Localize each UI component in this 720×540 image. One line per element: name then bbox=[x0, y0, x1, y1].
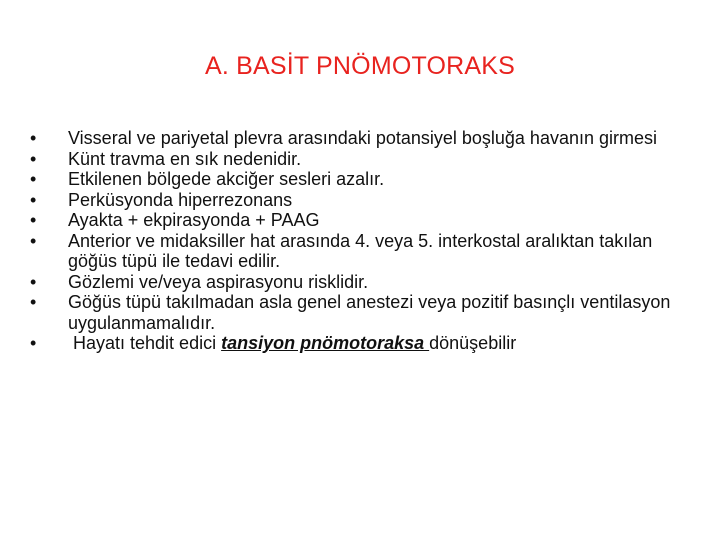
bullet-item-2 bbox=[30, 149, 700, 170]
bullet-text: Etkilenen bölgede akciğer sesleri azalır. bbox=[68, 169, 385, 189]
bullet-dot-icon: • bbox=[30, 230, 37, 251]
bullet-dot-icon: • bbox=[30, 169, 37, 189]
bullet-dot-icon: • bbox=[30, 148, 37, 169]
bullet-text: Göğüs tüpü takılmadan asla genel anestezi veya pozitif basınçlı ventilasyon uygulanmamalıdır. bbox=[68, 292, 671, 333]
bullet-item-6 bbox=[30, 231, 700, 272]
bullet-text-suffix: dönüşebilir bbox=[429, 333, 517, 353]
bullet-item-9 bbox=[30, 333, 700, 354]
bullet-text: Künt travma en sık nedenidir. bbox=[68, 148, 302, 169]
bullet-dot-icon: • bbox=[30, 333, 37, 353]
bullet-item-7 bbox=[30, 272, 700, 293]
bullet-text: Visseral ve pariyetal plevra arasındaki potansiyel boşluğa havanın girmesi bbox=[68, 128, 657, 148]
bullet-dot-icon: • bbox=[30, 128, 37, 148]
bullet-item-1 bbox=[30, 128, 700, 149]
bullet-item-4 bbox=[30, 190, 700, 211]
bullet-dot-icon: • bbox=[30, 271, 37, 292]
bullet-dot-icon: • bbox=[30, 189, 37, 210]
bullet-text: Ayakta + ekpirasyonda + PAAG bbox=[68, 210, 320, 230]
bullet-item-3 bbox=[30, 169, 700, 190]
bullet-item-5 bbox=[30, 210, 700, 231]
bullet-list bbox=[30, 128, 700, 354]
bullet-text: Anterior ve midaksiller hat arasında 4. veya 5. interkostal aralıktan takılan göğüs tüpü ile tedavi edilir. bbox=[68, 230, 653, 271]
bullet-text: Perküsyonda hiperrezonans bbox=[68, 189, 293, 210]
slide-title: A. BASİT PNÖMOTORAKS bbox=[204, 52, 516, 80]
bullet-item-8 bbox=[30, 292, 700, 333]
bullet-text: Gözlemi ve/veya aspirasyonu risklidir. bbox=[68, 271, 369, 292]
bullet-text-prefix: Hayatı tehdit edici bbox=[68, 333, 222, 353]
bullet-dot-icon: • bbox=[30, 292, 37, 312]
bullet-dot-icon: • bbox=[30, 210, 37, 230]
bullet-text-emphasis: tansiyon pnömotoraksa bbox=[221, 333, 430, 353]
